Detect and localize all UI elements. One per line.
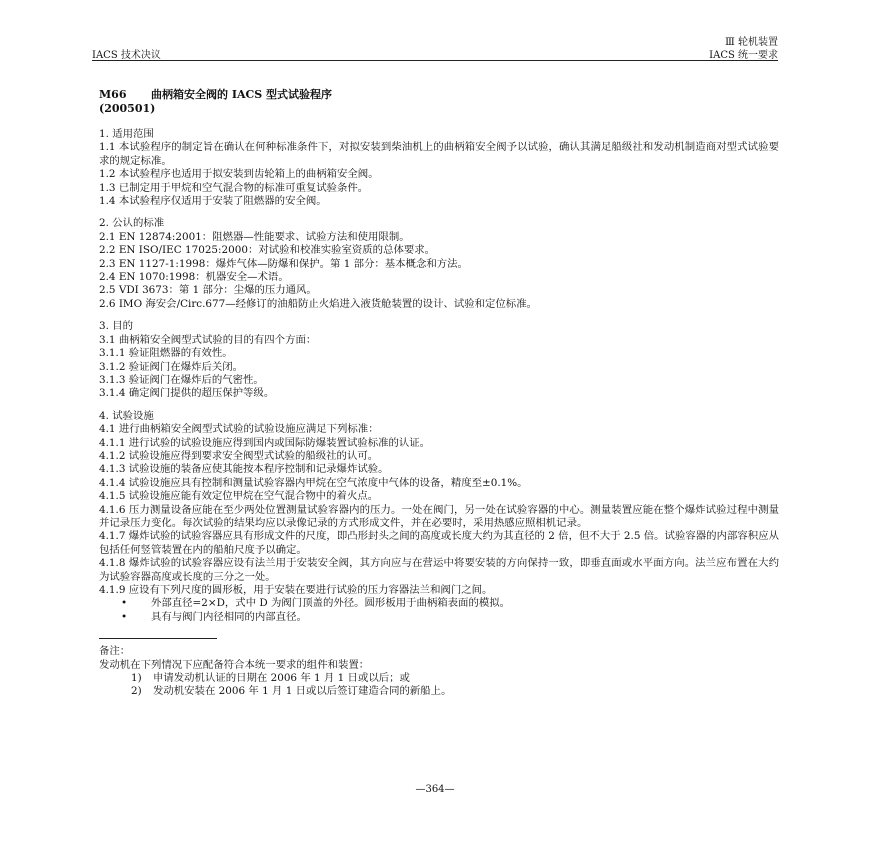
section-line: 4.1 进行曲柄箱安全阀型式试验的试验设施应满足下列标准： [99, 423, 379, 436]
section-line: 2.6 IMO 海安会/Circ.677—经修订的油船防止火焰进入液货舱装置的设计、试验和定位标准。 [99, 297, 537, 310]
header-right-title: IACS 统一要求 [709, 50, 778, 61]
bullet-text: 具有与阀门内径相同的内部直径。 [151, 610, 307, 623]
list-item [121, 597, 779, 610]
section-line: 4.1.3 试验设施的装备应使其能按本程序控制和记录爆炸试验。 [99, 463, 389, 476]
footnote-item-text: 发动机安装在 2006 年 1 月 1 日或以后签订建造合同的新船上。 [153, 685, 452, 698]
footnote-item-text: 申请发动机认证的日期在 2006 年 1 月 1 日或以后；或 [153, 672, 410, 685]
section-heading: 3. 目的 [99, 320, 133, 333]
bullet-icon: • [121, 597, 128, 610]
section-line: 4.1.5 试验设施应能有效定位甲烷在空气混合物中的着火点。 [99, 490, 379, 503]
list-item [131, 672, 779, 685]
section-line: 3.1.4 确定阀门提供的超压保护等级。 [99, 387, 275, 400]
section-line: 3.1.3 验证阀门在爆炸后的气密性。 [99, 373, 264, 386]
section-test-facilities [99, 410, 779, 625]
section-line: 4.1.7 爆炸试验的试验容器应具有形成文件的尺度，即凸形封头之间的高度或长度大约为其直径的 2 倍，但不大于 2.5 倍。试验容器的内部容积应从包括任何竖管装置在内的船舶尺度予以确定。 [99, 530, 779, 556]
section-heading: 4. 试验设施 [99, 409, 154, 422]
section-line: 3.1.2 验证阀门在爆炸后关闭。 [99, 360, 244, 373]
section-standards [99, 217, 779, 311]
section-purpose [99, 320, 779, 400]
section-line: 3.1.1 验证阻燃器的有效性。 [99, 347, 233, 360]
footnote-intro: 发动机在下列情况下应配备符合本统一要求的组件和装置： [99, 658, 370, 671]
page-number: —364— [415, 784, 455, 795]
section-line: 4.1.2 试验设施应得到要求安全阀型式试验的船级社的认可。 [99, 449, 379, 462]
bullet-list [99, 597, 779, 624]
section-heading: 1. 适用范围 [99, 128, 154, 140]
section-line: 4.1.1 进行试验的试验设施应得到国内或国际防爆装置试验标准的认证。 [99, 436, 431, 449]
header-rule [92, 60, 778, 61]
section-line: 2.2 EN ISO/IEC 17025:2000：对试验和校准实验室资质的总体要求。 [99, 244, 436, 257]
document-body [99, 88, 779, 699]
document-date-code: (200501) [99, 102, 156, 115]
footnote-label: 备注： [99, 645, 131, 658]
section-scope [99, 128, 779, 208]
section-line: 1.2 本试验程序也适用于拟安装到齿轮箱上的曲柄箱安全阀。 [99, 168, 379, 181]
list-item [131, 685, 779, 698]
section-line: 4.1.9 应设有下列尺度的圆形板，用于安装在要进行试验的压力容器法兰和阀门之间。 [99, 584, 493, 596]
section-line: 2.4 EN 1070:1998：机器安全—术语。 [99, 271, 289, 284]
section-line: 1.4 本试验程序仅适用于安装了阻燃器的安全阀。 [99, 195, 327, 208]
section-line: 2.3 EN 1127-1:1998：爆炸气体—防爆和保护。第 1 部分：基本概念和方法。 [99, 257, 468, 270]
bullet-text: 外部直径=2×D，式中 D 为阀门顶盖的外径。圆形板用于曲柄箱表面的模拟。 [151, 597, 511, 610]
section-line: 2.5 VDI 3673：第 1 部分：尘爆的压力通风。 [99, 284, 317, 297]
header-left-title: IACS 技术决议 [92, 50, 161, 61]
section-line: 4.1.6 压力测量设备应能在至少两处位置测量试验容器内的压力。一处在阀门，另一处在试验容器的中心。测量装置应能在整个爆炸试验过程中测量并记录压力变化。每次试验的结果均应以录像记录的方式形成文件，并在必要时，采用热感应照相机记录。 [99, 503, 779, 529]
section-line: 4.1.4 试验设施应具有控制和测量试验容器内甲烷在空气浓度中气体的设备，精度至±0.1%。 [99, 476, 528, 489]
footnote-item-number: 2) [131, 685, 142, 698]
title-code: M66 [99, 88, 127, 101]
section-line: 1.1 本试验程序的制定旨在确认在何种标准条件下，对拟安装到柴油机上的曲柄箱安全阀予以试验，确认其满足船级社和发动机制造商对型式试验要求的规定标准。 [99, 141, 779, 167]
document-title [99, 88, 779, 102]
section-heading: 2. 公认的标准 [99, 217, 165, 230]
title-text: 曲柄箱安全阀的 IACS 型式试验程序 [151, 88, 333, 101]
list-item [121, 611, 779, 624]
section-line: 3.1 曲柄箱安全阀型式试验的目的有四个方面： [99, 333, 317, 346]
section-line: 1.3 已制定用于甲烷和空气混合物的标准可重复试验条件。 [99, 181, 369, 194]
footnote-item-number: 1) [131, 672, 142, 685]
footnote-rule [99, 638, 217, 639]
bullet-icon: • [121, 610, 128, 623]
footnote-list [99, 672, 779, 699]
section-line: 4.1.8 爆炸试验的试验容器应设有法兰用于安装安全阀，其方向应与在营运中将要安装的方向保持一致，即垂直面或水平面方向。法兰应布置在大约为试验容器高度或长度的三分之一处。 [99, 557, 779, 583]
header-chapter: Ⅲ 轮机装置 [725, 37, 778, 48]
section-line: 2.1 EN 12874:2001：阻燃器—性能要求、试验方法和使用限制。 [99, 230, 410, 243]
